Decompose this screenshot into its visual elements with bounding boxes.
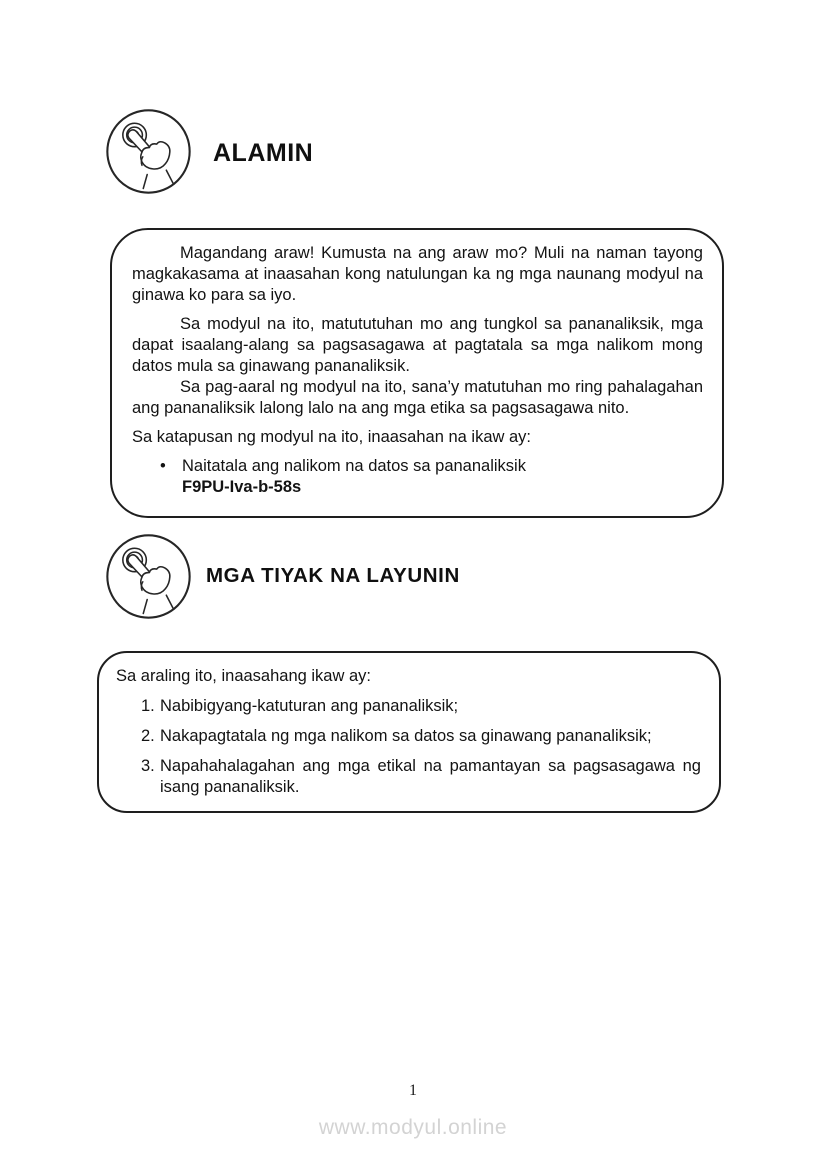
objective-item-2 (116, 726, 701, 747)
layunin-content-box (97, 651, 721, 813)
tap-gesture-icon (105, 108, 192, 195)
tap-gesture-icon-svg (105, 533, 192, 620)
layunin-intro: Sa araling ito, inaasahang ikaw ay: (116, 667, 371, 685)
alamin-paragraph-3: Sa pag-aaral ng modyul na ito, sana’y matutuhan mo ring pahalagahan ang pananaliksik lalong lalo na ang mga etika sa pagsasagawa nito. (132, 378, 703, 417)
section-heading-alamin: ALAMIN (213, 139, 314, 167)
objective-number: 2. (141, 727, 155, 745)
alamin-paragraph-1: Magandang araw! Kumusta na ang araw mo? Muli na naman tayong magkakasama at inaasahan kong natulungan ka ng mga naunang modyul na ginawa ko para sa iyo. (132, 244, 703, 304)
section-heading-layunin: MGA TIYAK NA LAYUNIN (206, 564, 460, 587)
alamin-content-box (110, 228, 724, 518)
alamin-paragraph-2: Sa modyul na ito, matututuhan mo ang tungkol sa pananaliksik, mga dapat isaalang-alang sa pagsasagawa at pagtatala sa mga nalikom mong datos mula sa ginawang pananaliksik. (132, 315, 703, 375)
tap-gesture-icon-svg (105, 108, 192, 195)
bullet-icon: • (160, 457, 166, 475)
competency-code: F9PU-Iva-b-58s (182, 478, 302, 496)
objective-text: Nabibigyang-katuturan ang pananaliksik; (160, 697, 459, 715)
alamin-bullet-item (160, 456, 703, 498)
objective-number: 1. (141, 697, 155, 715)
objective-item-1 (116, 696, 701, 717)
objective-number: 3. (141, 757, 155, 775)
objective-text: Nakapagtatala ng mga nalikom sa datos sa ginawang pananaliksik; (160, 727, 652, 745)
alamin-bullet-text: Naitatala ang nalikom na datos sa pananaliksik (182, 457, 526, 475)
tap-gesture-icon (105, 533, 192, 620)
alamin-bullet-body (182, 456, 703, 498)
watermark-text: www.modyul.online (318, 1116, 508, 1139)
page-number: 1 (409, 1082, 417, 1099)
objective-text: Napahahalagahan ang mga etikal na pamantayan sa pagsasagawa ng isang pananaliksik. (160, 757, 701, 796)
alamin-expectation-intro: Sa katapusan ng modyul na ito, inaasahan na ikaw ay: (132, 428, 532, 446)
objective-item-3 (116, 756, 701, 798)
